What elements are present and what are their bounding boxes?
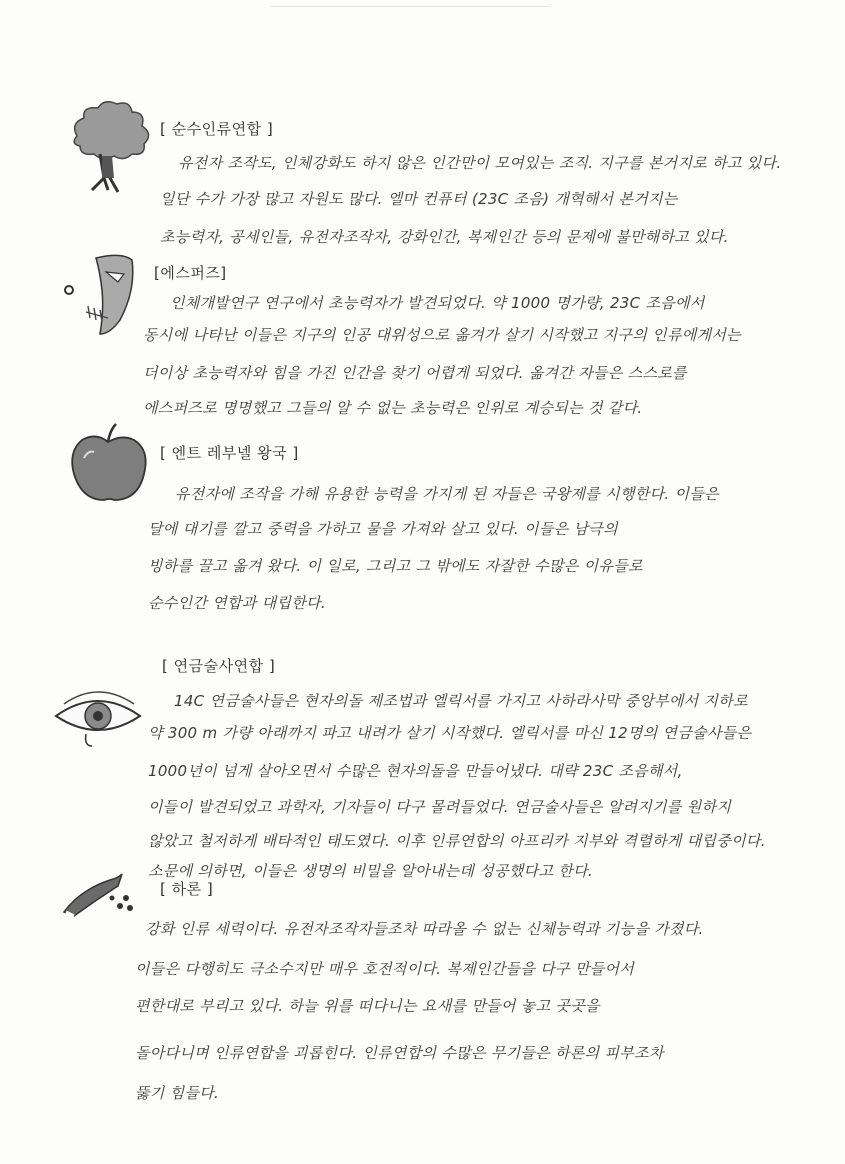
- section-line: 일단 수가 가장 많고 자원도 많다. 엘마 컨퓨터 (23C 조음) 개혁해서 본거지는: [160, 190, 678, 208]
- section-line: 이들은 다행히도 극소수지만 매우 호전적이다. 복제인간들을 다구 만들어서: [135, 960, 635, 978]
- eye-icon: [52, 690, 144, 754]
- section-line: 강화 인류 세력이다. 유전자조작자들조차 따라올 수 없는 신체능력과 기능을 가졌다.: [145, 920, 704, 938]
- section-heading: [ 엔트 레부넬 왕국 ]: [160, 444, 299, 462]
- apple-icon: [66, 420, 152, 510]
- section-line: 약 300 m 가량 아래까지 파고 내려가 살기 시작했다. 엘릭서를 마신 12명의 연금술사들은: [148, 724, 752, 742]
- section-line: 돌아다니며 인류연합을 괴롭힌다. 인류연합의 수많은 무기들은 하론의 피부조차: [135, 1044, 664, 1062]
- section-line: 빙하를 끌고 옮겨 왔다. 이 일로, 그리고 그 밖에도 자잘한 수많은 이유들로: [148, 557, 643, 575]
- scan-top-edge: [270, 0, 550, 7]
- section-line: 소문에 의하면, 이들은 생명의 비밀을 알아내는데 성공했다고 한다.: [148, 862, 593, 880]
- section-line: 않았고 철저하게 배타적인 태도였다. 이후 인류연합의 아프리카 지부와 격렬하게 대립중이다.: [148, 832, 766, 850]
- section-line: 초능력자, 공세인들, 유전자조작자, 강화인간, 복제인간 등의 문제에 불만해하고 있다.: [160, 228, 729, 246]
- section-line: 순수인간 연합과 대립한다.: [148, 594, 326, 612]
- section-line: 유전자 조작도, 인체강화도 하지 않은 인간만이 모여있는 조직. 지구를 본거지로 하고 있다.: [178, 154, 782, 172]
- section-heading: [ 순수인류연합 ]: [160, 120, 274, 138]
- section-line: 인체개발연구 연구에서 초능력자가 발견되었다. 약 1000 명가량, 23C 조음에서: [170, 294, 705, 312]
- section-line: 유전자에 조작을 가해 유용한 능력을 가지게 된 자들은 국왕제를 시행한다. 이들은: [175, 485, 719, 503]
- mask-icon: [60, 250, 140, 344]
- section-heading: [ 하론 ]: [160, 880, 214, 898]
- section-line: 에스퍼즈로 명명했고 그들의 알 수 없는 초능력은 인위로 계승되는 것 같다.: [143, 399, 643, 417]
- horn-icon: [60, 870, 140, 924]
- section-line: 편한대로 부리고 있다. 하늘 위를 떠다니는 요새를 만들어 놓고 곳곳을: [135, 997, 600, 1015]
- section-line: 동시에 나타난 이들은 지구의 인공 대위성으로 옮겨가 살기 시작했고 지구의 인류에게서는: [143, 326, 741, 344]
- section-line: 뚫기 힘들다.: [135, 1084, 220, 1102]
- section-line: 1000년이 넘게 살아오면서 수많은 현자의돌을 만들어냈다. 대략 23C 조음해서,: [148, 762, 683, 780]
- section-heading: [ 연금술사연합 ]: [162, 657, 276, 675]
- section-line: 이들이 발견되었고 과학자, 기자들이 다구 몰려들었다. 연금술사들은 알려지기를 원하지: [148, 798, 732, 816]
- section-line: 14C 연금술사들은 현자의돌 제조법과 엘릭서를 가지고 사하라사막 중앙부에서 지하로: [174, 692, 748, 710]
- section-line: 달에 대기를 깔고 중력을 가하고 물을 가져와 살고 있다. 이들은 남극의: [148, 520, 618, 538]
- tree-icon: [62, 98, 157, 200]
- section-line: 더이상 초능력자와 힘을 가진 인간을 찾기 어렵게 되었다. 옮겨간 자들은 스스로를: [143, 364, 687, 382]
- section-heading: [에스퍼즈]: [154, 264, 227, 282]
